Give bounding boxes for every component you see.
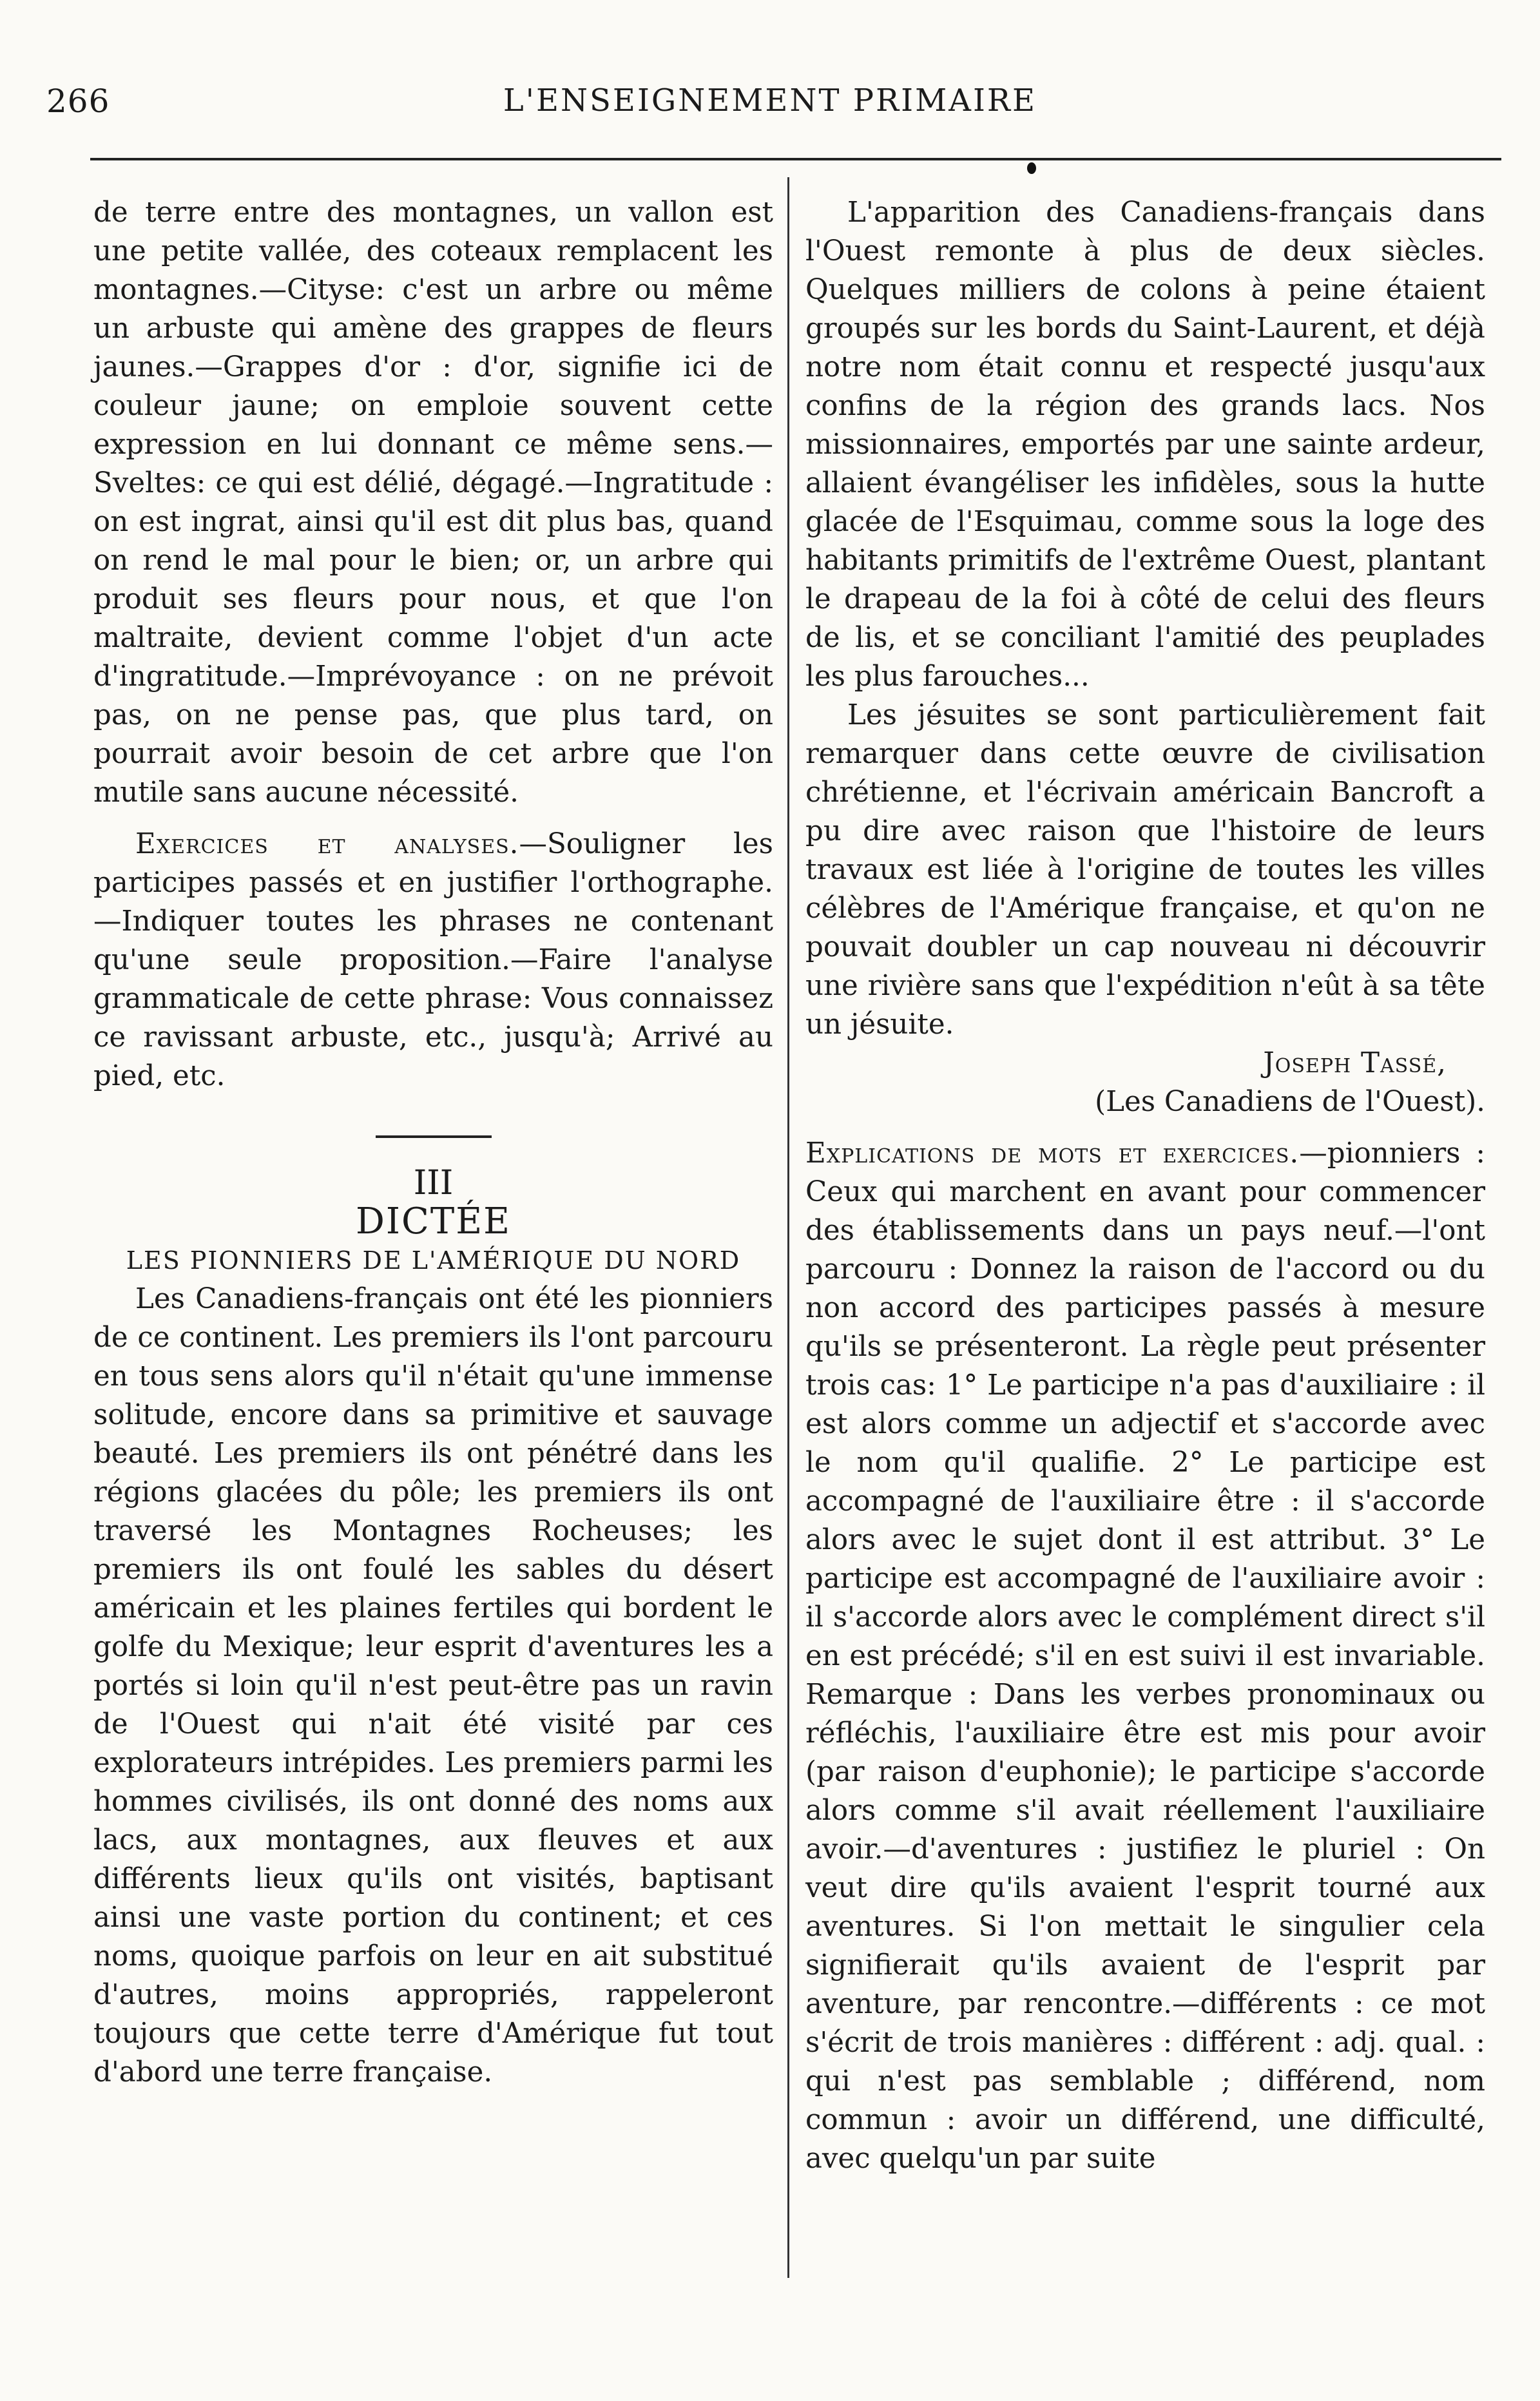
section-subtitle: LES PIONNIERS DE L'AMÉRIQUE DU NORD: [126, 1246, 741, 1275]
section-number: III: [413, 1164, 454, 1202]
exercises-heading: Exercices et analyses.: [135, 828, 519, 860]
ink-dot: [1027, 162, 1036, 174]
page-number: 266: [46, 82, 110, 120]
glossary-paragraph: de terre entre des montagnes, un vallon est une petite vallée, des coteaux remplacent les montagnes.—Cityse: c'est un arbre ou même un arbuste qui amène des grappes de fleurs jaunes.—Grappes d'or : d'or, signifie ici de couleur jaune; on emploie souvent cette expression en lui donnant ce même sens.—Sveltes: ce qui est délié, dégagé.—Ingratitude : on est ingrat, ainsi qu'il est dit plus bas, quand on rend le mal pour le bien; or, un arbre qui produit ses fleurs pour nous, et que l'on maltraite, devient comme l'objet d'un acte d'ingratitude.—Imprévoyance : on ne prévoit pas, on ne pense pas, que plus tard, on pourrait avoir besoin de cet arbre que l'on mutile sans aucune nécessité.: [93, 197, 773, 809]
author-signature: Joseph Tassé,: [1263, 1047, 1447, 1079]
column-divider: [787, 177, 789, 2278]
dictee-text: Les Canadiens-français ont été les pionniers de ce continent. Les premiers ils l'ont parcouru en tous sens alors qu'il n'était qu'une immense solitude, encore dans sa primitive et sauvage beauté. Les premiers ils ont pénétré dans les régions glacées du pôle; les premiers ils ont traversé les Montagnes Rocheuses; les premiers ils ont foulé les sables du désert américain et les plaines fertiles qui bordent le golfe du Mexique; leur esprit d'aventures les a portés si loin qu'il n'est peut-être pas un ravin de l'Ouest qui n'ait été visité par ces explorateurs intrépides. Les premiers parmi les hommes civilisés, ils ont donné des noms aux lacs, aux montagnes, aux fleuves et aux différents lieux qu'ils ont visités, baptisant ainsi une vaste portion du continent; et ces noms, quoique parfois on leur en ait substitué d'autres, moins appropriés, rappeleront toujours que cette terre d'Amérique fut tout d'abord une terre française.: [93, 1283, 773, 2088]
dictee-continuation: L'apparition des Canadiens-français dans l'Ouest remonte à plus de deux siècles. Quelques milliers de colons à peine étaient groupés sur les bords du Saint-Laurent, et déjà notre nom était connu et respecté jusqu'aux confins de la région des grands lacs. Nos missionnaires, emportés par une sainte ardeur, allaient évangéliser les infidèles, sous la hutte glacée de l'Esquimau, comme sous la loge des habitants primitifs de l'extrême Ouest, plantant le drapeau de la foi à côté de celui des fleurs de lis, et se conciliant l'amitié des peuplades les plus farouches...: [805, 197, 1485, 693]
explications-text: —pionniers : Ceux qui marchent en avant pour commencer des établissements dans un pays neuf.—l'ont parcouru : Donnez la raison de l'accord ou du non accord des participes passés à mesure qu'ils se présenteront. La règle peut présenter trois cas: 1° Le participe n'a pas d'auxiliaire : il est alors comme un adjectif et s'accorde avec le nom qu'il qualifie. 2° Le participe est accompagné de l'auxiliaire être : il s'accorde alors avec le sujet dont il est attribut. 3° Le participe est accompagné de l'auxiliaire avoir : il s'accorde alors avec le complément direct s'il en est précédé; s'il en est suivi il est invariable. Remarque : Dans les verbes pronominaux ou réfléchis, l'auxiliaire être est mis pour avoir (par raison d'euphonie); le participe s'accorde alors comme s'il avait réellement l'auxiliaire avoir.—d'aventures : justifiez le pluriel : On veut dire qu'ils avaient l'esprit tourné aux aventures. Si l'on mettait le singulier cela signifierait qu'ils avaient de l'esprit par aventure, par rencontre.—différents : ce mot s'écrit de trois manières : différent : adj. qual. : qui n'est pas semblable ; différend, nom commun : avoir un différend, une difficulté, avec quelqu'un par suite: [805, 1137, 1485, 2175]
exercises-paragraph: [93, 825, 773, 1095]
header-rule: [90, 158, 1501, 160]
left-column: [93, 193, 773, 2092]
exercises-text: —Souligner les participes passés et en justifier l'orthographe. —Indiquer toutes les phrases ne contenant qu'une seule proposition.—Faire l'analyse grammaticale de cette phrase: Vous connaissez ce ravissant arbuste, etc., jusqu'à; Arrivé au pied, etc.: [93, 828, 773, 1092]
explications-paragraph: [805, 1134, 1485, 2178]
jesuits-paragraph: Les jésuites se sont particulièrement fait remarquer dans cette œuvre de civilisation chrétienne, et l'écrivain américain Bancroft a pu dire avec raison que l'histoire de leurs travaux est liée à l'origine de toutes les villes célèbres de l'Amérique française, et qu'on ne pouvait doubler un cap nouveau ni découvrir une rivière sans que l'expédition n'eût à sa tête un jésuite.: [805, 699, 1485, 1041]
section-separator: [376, 1135, 492, 1138]
explications-heading: Explications de mots et exercices.: [805, 1137, 1300, 1170]
right-column: [805, 193, 1485, 2178]
section-title: DICTÉE: [356, 1200, 511, 1242]
page-header: [39, 82, 1501, 134]
running-title: L'ENSEIGNEMENT PRIMAIRE: [503, 82, 1037, 119]
source-citation: (Les Canadiens de l'Ouest).: [1095, 1086, 1485, 1118]
